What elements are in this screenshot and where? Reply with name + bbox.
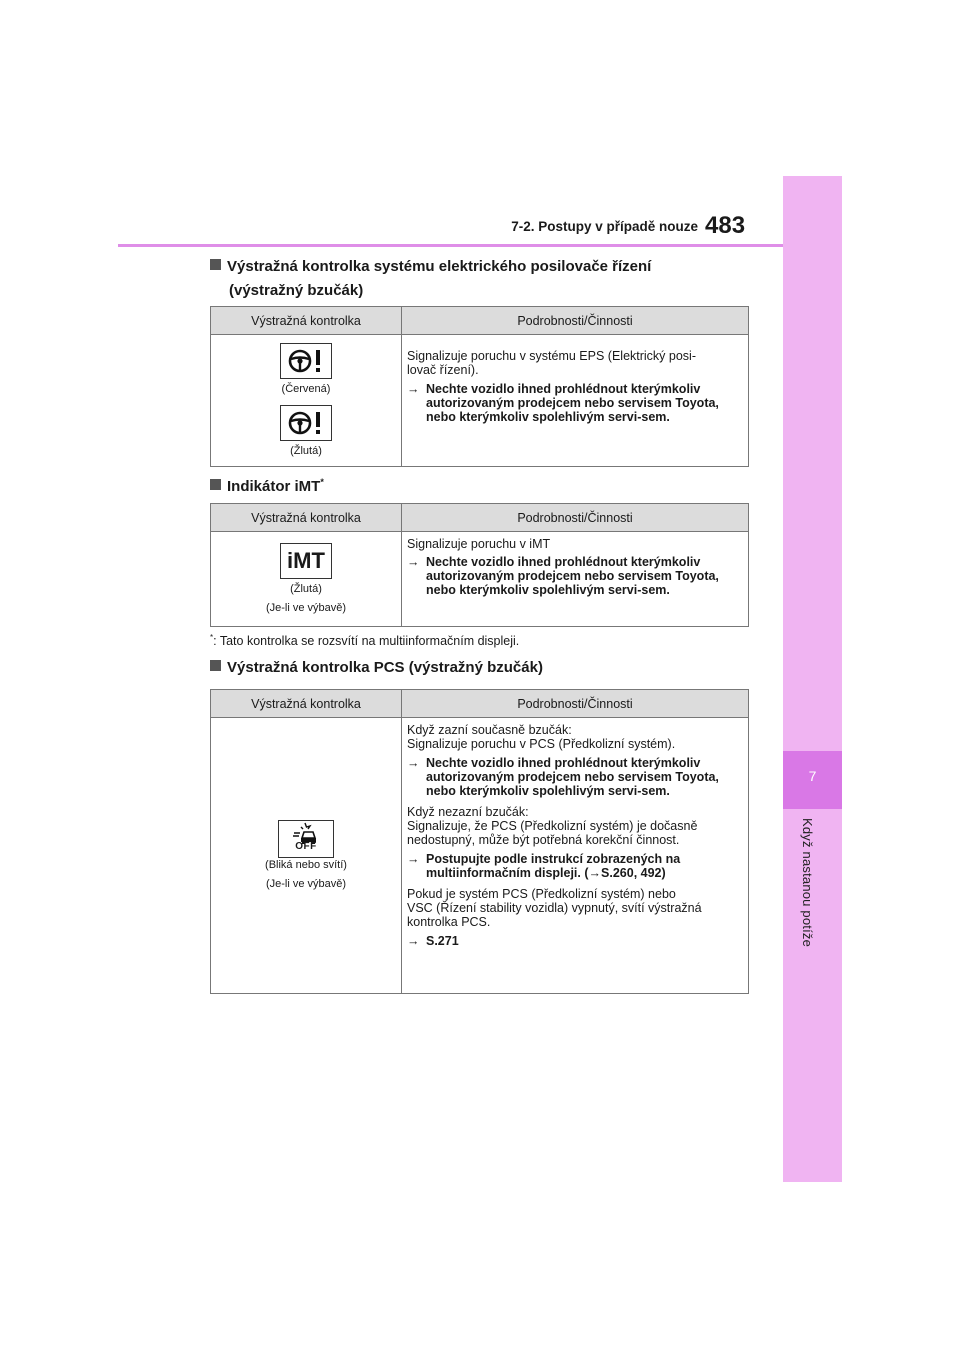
details-cell	[402, 718, 748, 993]
section-heading-pcs	[210, 656, 543, 680]
footnote-text: : Tato kontrolka se rozsvítí na multiinformačním displeji.	[213, 634, 520, 649]
arrow-icon: →	[407, 555, 420, 569]
pcs-off-icon	[278, 820, 334, 858]
imt-icon	[280, 543, 332, 579]
col-header-details: Podrobnosti/Činnosti	[517, 510, 633, 525]
steering-warning-icon	[280, 405, 332, 441]
indicator-cell	[211, 718, 402, 993]
footnote	[210, 633, 519, 648]
header-rule	[118, 244, 783, 247]
pcs-off-label: OFF	[295, 841, 317, 852]
caption-optional: (Je-li ve výbavě)	[265, 878, 347, 890]
action-text: Postupujte podle instrukcí zobrazených na multiinformačním displeji. (→S.260, 492)	[426, 852, 681, 880]
action-item	[407, 555, 742, 597]
detail-line: Pokud je systém PCS (Předkolizní systém) nebo	[407, 887, 676, 901]
detail-line: VSC (Řízení stability vozidla) vypnutý, svítí výstražná	[407, 901, 702, 915]
eps-table	[210, 306, 749, 467]
imt-icon-label: iMT	[287, 548, 325, 573]
col-header-details: Podrobnosti/Činnosti	[517, 313, 633, 328]
arrow-icon: →	[407, 382, 420, 396]
page-number: 483	[705, 212, 746, 239]
detail-line: Když nezazní bzučák:	[407, 805, 529, 819]
page-reference-link[interactable]: S.271	[426, 934, 459, 948]
action-text: Nechte vozidlo ihned prohlédnout kterýmkoliv autorizovaným prodejcem nebo servisem Toyota, nebo kterýmkoliv spolehlivým servi-sem.	[426, 382, 719, 424]
detail-line: nedostupný, může být potřebná korekční činnost.	[407, 833, 680, 847]
detail-line: kontrolka PCS.	[407, 915, 491, 929]
action-item	[407, 382, 742, 424]
col-header-details: Podrobnosti/Činnosti	[517, 696, 633, 711]
bullet-square-icon	[210, 479, 221, 490]
arrow-icon: →	[407, 934, 420, 948]
caption-blink: (Bliká nebo svítí)	[265, 859, 347, 871]
footnote-mark: *	[320, 477, 324, 487]
table-row	[211, 718, 748, 993]
table-header-row	[211, 690, 748, 718]
section-heading-eps	[210, 255, 651, 303]
caption-yellow: (Žlutá)	[290, 445, 322, 457]
detail-line: Signalizuje poruchu v systému EPS (Elektrický posi-	[407, 349, 697, 363]
chapter-side-strip	[783, 176, 842, 1182]
section-header: 7-2. Postupy v případě nouze	[511, 219, 698, 234]
action-item	[407, 756, 742, 798]
table-header-row	[211, 504, 748, 532]
col-header-indicator: Výstražná kontrolka	[211, 504, 402, 531]
detail-line: lovač řízení).	[407, 363, 479, 377]
detail-line: Když zazní současně bzučák:	[407, 723, 572, 737]
action-item	[407, 852, 742, 880]
col-header-indicator: Výstražná kontrolka	[211, 690, 402, 717]
arrow-icon: →	[407, 852, 420, 866]
heading-text: Indikátor iMT	[227, 478, 321, 495]
indicator-cell	[211, 532, 402, 626]
chapter-number: 7	[808, 768, 817, 784]
bullet-square-icon	[210, 660, 221, 671]
action-text: Nechte vozidlo ihned prohlédnout kterýmkoliv autorizovaným prodejcem nebo servisem Toyota, nebo kterýmkoliv spolehlivým servi-sem.	[426, 555, 719, 597]
heading-line1: Výstražná kontrolka systému elektrického posilovače řízení	[227, 258, 652, 275]
table-row	[211, 532, 748, 626]
section-heading-imt	[210, 470, 324, 499]
details-cell	[402, 335, 748, 466]
chapter-title: Když nastanou potíže	[800, 818, 815, 948]
bullet-square-icon	[210, 259, 221, 270]
caption-optional: (Je-li ve výbavě)	[265, 602, 347, 614]
caption-yellow: (Žlutá)	[290, 583, 322, 595]
caption-red: (Červená)	[281, 383, 331, 395]
steering-warning-icon	[280, 343, 332, 379]
col-header-indicator: Výstražná kontrolka	[211, 307, 402, 334]
heading-line2: (výstražný bzučák)	[229, 282, 364, 299]
heading-text: Výstražná kontrolka PCS (výstražný bzučák)	[227, 659, 543, 676]
table-header-row	[211, 307, 748, 335]
detail-line: Signalizuje poruchu v iMT	[407, 537, 551, 551]
pcs-table	[210, 689, 749, 994]
arrow-icon: →	[407, 756, 420, 770]
imt-table	[210, 503, 749, 627]
details-cell	[402, 532, 748, 626]
action-item	[407, 934, 742, 948]
detail-line: Signalizuje poruchu v PCS (Předkolizní systém).	[407, 737, 676, 751]
page-reference-link[interactable]: →S.260, 492)	[588, 866, 666, 880]
table-row	[211, 335, 748, 466]
detail-line: Signalizuje, že PCS (Předkolizní systém) je dočasně	[407, 819, 698, 833]
indicator-cell	[211, 335, 402, 466]
action-text: Nechte vozidlo ihned prohlédnout kterýmkoliv autorizovaným prodejcem nebo servisem Toyota, nebo kterýmkoliv spolehlivým servi-sem.	[426, 756, 719, 798]
footnote-mark: *	[210, 633, 214, 642]
